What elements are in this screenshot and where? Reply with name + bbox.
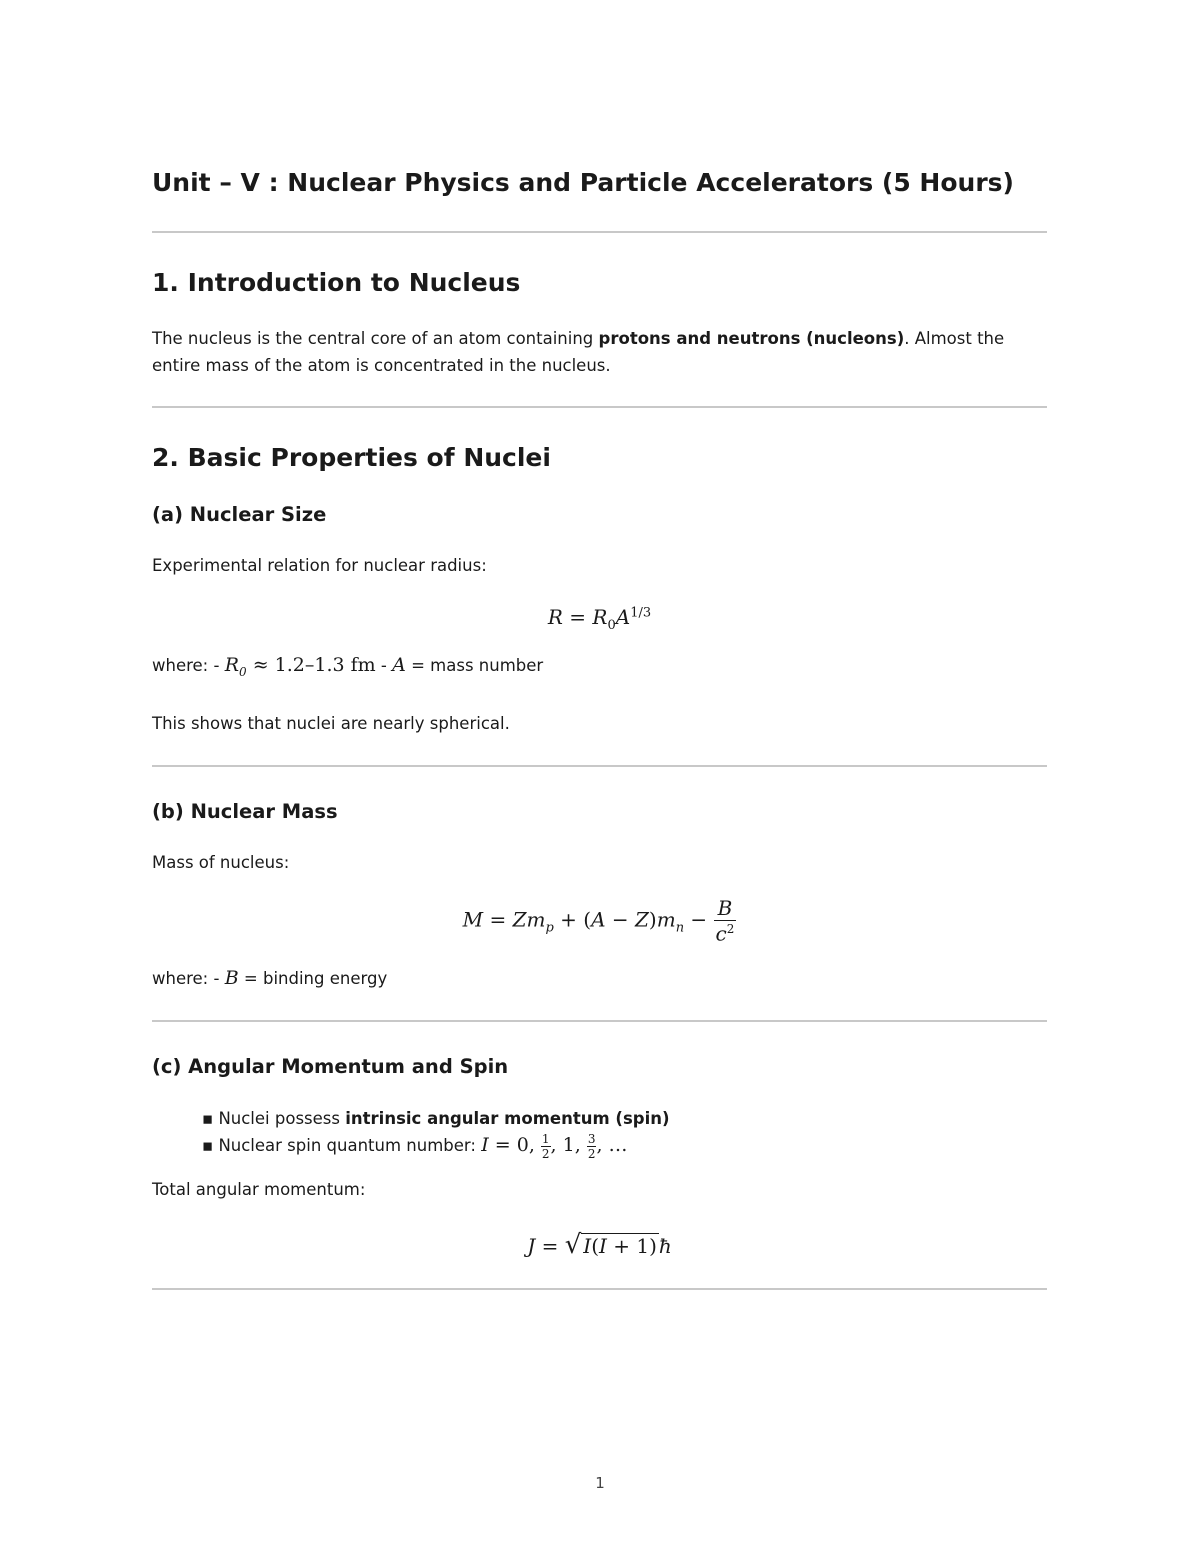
subheading-nuclear-size: (a) Nuclear Size — [152, 503, 327, 526]
equation-nuclear-mass: $M = Zm_p + (A - Z)m_n$ − $\frac{B}{c^2}$ — [462, 896, 735, 946]
list-item: ▪ Nuclear spin quantum number: I = 0, $\frac{1}{2}$ , 1, $\frac{3}{2}$ , … — [202, 1131, 628, 1161]
list-item: ▪ Nuclei possess intrinsic angular momentum (spin) — [202, 1109, 670, 1128]
section-heading-introduction: 1. Introduction to Nucleus — [152, 268, 521, 297]
nuclear-mass-where: where: - B = binding energy — [152, 967, 388, 989]
nuclear-mass-intro: Mass of nucleus: — [152, 853, 290, 872]
r0-value-math: $R_0 \approx 1.2-1.3$ fm — [224, 654, 376, 679]
spin-bullet-list — [202, 1106, 670, 1160]
binding-energy-symbol: B — [224, 967, 239, 989]
nuclear-size-intro: Experimental relation for nuclear radius: — [152, 556, 487, 575]
intro-text: The nucleus is the central core of an atom containing — [152, 329, 599, 348]
total-angular-momentum-label: Total angular momentum: — [152, 1180, 366, 1199]
nuclear-size-where: where: - $R_0 \approx 1.2-1.3$ fm - A = mass number — [152, 654, 544, 679]
mass-number-symbol: A — [392, 654, 406, 676]
subheading-nuclear-mass: (b) Nuclear Mass — [152, 800, 338, 823]
intro-paragraph — [152, 325, 1047, 379]
subheading-angular-momentum: (c) Angular Momentum and Spin — [152, 1055, 509, 1078]
bullet-icon: ▪ — [202, 1109, 214, 1128]
document-page — [152, 0, 1047, 1553]
divider — [152, 406, 1047, 408]
divider — [152, 1020, 1047, 1022]
intro-bold-text: protons and neutrons (nucleons) — [598, 329, 905, 348]
page-number: 1 — [595, 1474, 605, 1492]
bullet-icon: ▪ — [202, 1136, 214, 1155]
intro-text-end: . Almost the entire mass of the atom is concentrated in the nucleus. — [152, 329, 1005, 375]
spherical-note: This shows that nuclei are nearly spherical. — [152, 714, 510, 733]
page-title: Unit – V : Nuclear Physics and Particle Accelerators (5 Hours) — [152, 168, 1014, 197]
equation-total-angular-momentum: J = √ I(I + 1) ħ — [527, 1230, 672, 1260]
section-heading-properties: 2. Basic Properties of Nuclei — [152, 443, 551, 472]
divider — [152, 1288, 1047, 1290]
equation-nuclear-radius: $R = R_0A^{1/3}$ — [547, 605, 652, 633]
divider — [152, 231, 1047, 233]
spin-values-math: I = 0, $\frac{1}{2}$ , 1, $\frac{3}{2}$ , … — [481, 1131, 628, 1161]
divider — [152, 765, 1047, 767]
